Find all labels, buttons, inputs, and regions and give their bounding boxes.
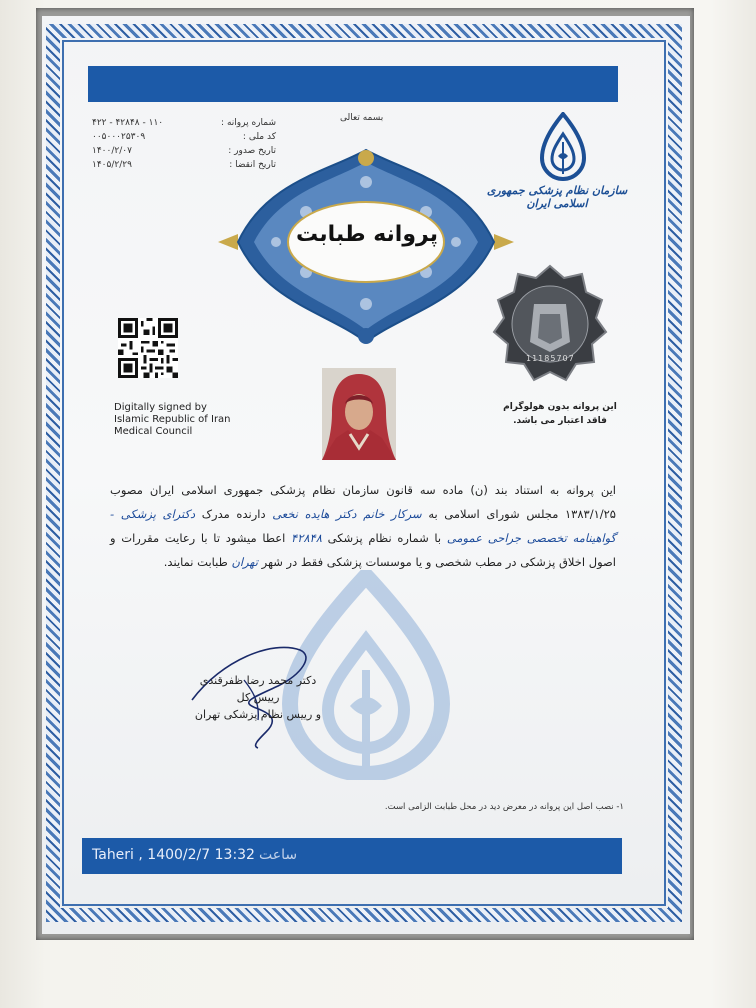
- ornament-medallion: [216, 142, 516, 352]
- license-number-value: ۴۲۲ - ۴۲۸۴۸ - ۱۱۰: [92, 118, 164, 128]
- digsig-line-2: Islamic Republic of Iran: [114, 414, 231, 425]
- national-code-value: ۰۰۵۰۰۰۲۵۳۰۹: [92, 132, 146, 142]
- hologram-note: این پروانه بدون هولوگرام فاقد اعتبار می باشد.: [503, 402, 617, 426]
- holder-photo: [322, 368, 396, 460]
- signer-block: [168, 672, 348, 723]
- signer-role-2: و رییس نظام پزشکی تهران: [194, 708, 322, 721]
- hologram-serial: 11185707: [526, 354, 575, 363]
- portrait-image: [322, 368, 396, 460]
- body-part-5: طبابت نمایند.: [163, 555, 232, 569]
- issue-date-label: تاریخ صدور :: [228, 146, 276, 156]
- certificate-title: پروانه طبابت: [296, 222, 438, 247]
- expiry-date-label: تاریخ انقضا :: [229, 160, 276, 170]
- license-number-label: شماره پروانه :: [221, 118, 276, 128]
- medical-council-number: ۴۲۸۴۸: [291, 531, 322, 545]
- body-part-1: این پروانه به استناد بند (ن) ماده سه قانون سازمان نظام پزشکی جمهوری اسلامی ایران مصوب ۱۳۸۳/۱/۲۵ مجلس شورای اسلامی به: [110, 483, 616, 521]
- issue-date-value: ۱۴۰۰/۲/۰۷: [92, 146, 132, 156]
- hologram-seal: [490, 264, 610, 384]
- time-label: ساعت: [258, 847, 298, 863]
- print-stamp-text: Taheri , 1400/2/7 13:32: [92, 847, 255, 863]
- display-requirement-note: ۱- نصب اصل این پروانه در معرض دید در محل طبابت الزامی است.: [384, 802, 624, 812]
- meta-values: [92, 116, 202, 172]
- qr-code: [118, 318, 178, 378]
- license-body-text: [110, 478, 616, 574]
- practice-city: تهران: [231, 555, 258, 569]
- expiry-date-value: ۱۴۰۵/۲/۲۹: [92, 160, 132, 170]
- medical-council-logo: [538, 112, 588, 184]
- body-part-2: دارنده مدرک: [195, 507, 273, 521]
- holder-degree: دکترای پزشکی - گواهینامه تخصصی جراحی عمومی: [110, 507, 617, 545]
- body-part-3: با شماره نظام پزشکی: [321, 531, 447, 545]
- digital-signature-text: [114, 402, 231, 438]
- organization-name: سازمان نظام پزشکی جمهوری اسلامی ایران: [486, 184, 628, 210]
- bismillah-text: بسمه تعالی: [340, 113, 384, 123]
- top-blue-band: [88, 66, 618, 102]
- signer-role: رییس کل: [236, 691, 280, 704]
- holder-name: سرکار خانم دکتر هایده نخعی: [272, 507, 422, 521]
- signer-name: دکتر محمد رضا ظفرقندی: [199, 674, 317, 687]
- print-stamp: [92, 847, 297, 863]
- digsig-line-3: Medical Council: [114, 426, 193, 437]
- digsig-line-1: Digitally signed by: [114, 402, 207, 413]
- body-part-4: اعطا میشود تا با رعایت مقررات و اصول اخلاق پزشکی در مطب شخصی و یا موسسات پزشکی فقط در شهر: [110, 531, 616, 569]
- national-code-label: کد ملی :: [242, 132, 276, 142]
